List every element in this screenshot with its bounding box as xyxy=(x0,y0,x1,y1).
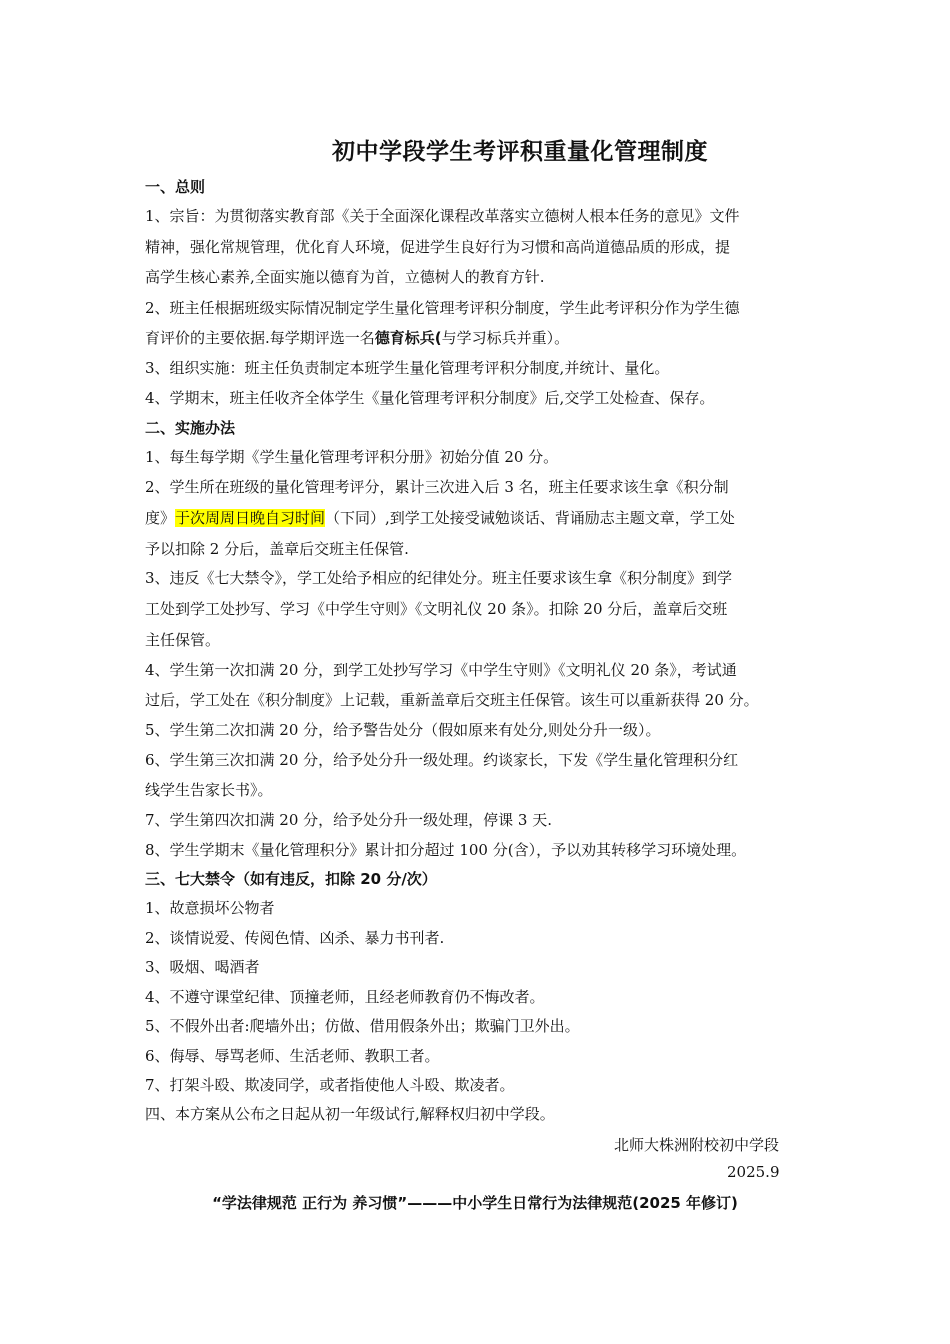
paragraph-line: 6、学生第三次扣满 20 分，给予处分升一级处理。约谈家长，下发《学生量化管理积分红 xyxy=(145,751,739,769)
paragraph-line xyxy=(145,328,569,348)
section-heading-seven-prohibitions: 三、七大禁令（如有违反，扣除 20 分/次） xyxy=(145,870,437,888)
list-item: 1、故意损坏公物者 xyxy=(145,899,275,917)
bold-text-run: 德育标兵( xyxy=(374,329,442,347)
paragraph-line xyxy=(145,508,735,528)
text-run: 度》 xyxy=(145,509,176,527)
paragraph-line: 8、学生学期末《量化管理积分》累计扣分超过 100 分(含），予以劝其转移学习环境处理。 xyxy=(145,841,747,859)
paragraph-line: 工处到学工处抄写、学习《中学生守则》《文明礼仪 20 条》。扣除 20 分后，盖章后交班 xyxy=(145,600,728,618)
text-run: 育评价的主要依据.每学期评选一名 xyxy=(145,329,375,347)
paragraph-line: 过后，学工处在《积分制度》上记载，重新盖章后交班主任保管。该生可以重新获得 20 分。 xyxy=(145,691,759,709)
list-item: 6、侮辱、辱骂老师、生活老师、教职工者。 xyxy=(145,1047,440,1065)
paragraph-line: 主任保管。 xyxy=(145,631,221,649)
paragraph-line: 4、学期末，班主任收齐全体学生《量化管理考评积分制度》后,交学工处检查、保存。 xyxy=(145,389,715,407)
paragraph-line: 7、学生第四次扣满 20 分，给予处分升一级处理，停课 3 天. xyxy=(145,811,553,829)
section-heading-general: 一、总则 xyxy=(145,178,206,196)
paragraph-line: 2、班主任根据班级实际情况制定学生量化管理考评积分制度，学生此考评积分作为学生德 xyxy=(145,299,740,317)
paragraph-line: 高学生核心素养,全面实施以德育为首，立德树人的教育方针. xyxy=(145,268,545,286)
paragraph-line: 4、学生第一次扣满 20 分，到学工处抄写学习《中学生守则》《文明礼仪 20 条》，考试通 xyxy=(145,661,737,679)
paragraph-line: 精神，强化常规管理，优化育人环境，促进学生良好行为习惯和高尚道德品质的形成，提 xyxy=(145,238,731,256)
footer-note: “学法律规范 正行为 养习惯”———中小学生日常行为法律规范(2025 年修订) xyxy=(212,1194,738,1212)
text-run: （下同）,到学工处接受诫勉谈话、背诵励志主题文章，学工处 xyxy=(325,509,735,527)
list-item: 7、打架斗殴、欺凌同学，或者指使他人斗殴、欺凌者。 xyxy=(145,1076,515,1094)
paragraph-line: 予以扣除 2 分后，盖章后交班主任保管. xyxy=(145,540,409,558)
paragraph-line: 3、组织实施：班主任负责制定本班学生量化管理考评积分制度,并统计、量化。 xyxy=(145,359,670,377)
signature-date: 2025.9 xyxy=(727,1163,780,1181)
paragraph-line: 1、宗旨：为贯彻落实教育部《关于全面深化课程改革落实立德树人根本任务的意见》文件 xyxy=(145,207,740,225)
paragraph-line: 1、每生每学期《学生量化管理考评积分册》初始分值 20 分。 xyxy=(145,448,559,466)
list-item: 5、不假外出者:爬墙外出；仿做、借用假条外出；欺骗门卫外出。 xyxy=(145,1017,580,1035)
document-title: 初中学段学生考评积重量化管理制度 xyxy=(332,139,708,165)
paragraph-line: 3、违反《七大禁令》，学工处给予相应的纪律处分。班主任要求该生拿《积分制度》到学 xyxy=(145,569,733,587)
signature-organization: 北师大株洲附校初中学段 xyxy=(614,1136,780,1154)
list-item: 3、吸烟、喝酒者 xyxy=(145,958,260,976)
list-item: 4、不遵守课堂纪律、顶撞老师，且经老师教育仍不悔改者。 xyxy=(145,988,545,1006)
paragraph-line: 四、本方案从公布之日起从初一年级试行,解释权归初中学段。 xyxy=(145,1105,555,1123)
text-run: 与学习标兵并重）。 xyxy=(441,329,570,347)
highlighted-text-run: 于次周周日晚自习时间 xyxy=(175,509,326,527)
paragraph-line: 5、学生第二次扣满 20 分，给予警告处分（假如原来有处分,则处分升一级）。 xyxy=(145,721,661,739)
paragraph-line: 线学生告家长书》。 xyxy=(145,781,273,799)
section-heading-implementation: 二、实施办法 xyxy=(145,419,236,437)
list-item: 2、谈情说爱、传阅色情、凶杀、暴力书刊者. xyxy=(145,929,445,947)
paragraph-line: 2、学生所在班级的量化管理考评分，累计三次进入后 3 名，班主任要求该生拿《积分制 xyxy=(145,478,729,496)
